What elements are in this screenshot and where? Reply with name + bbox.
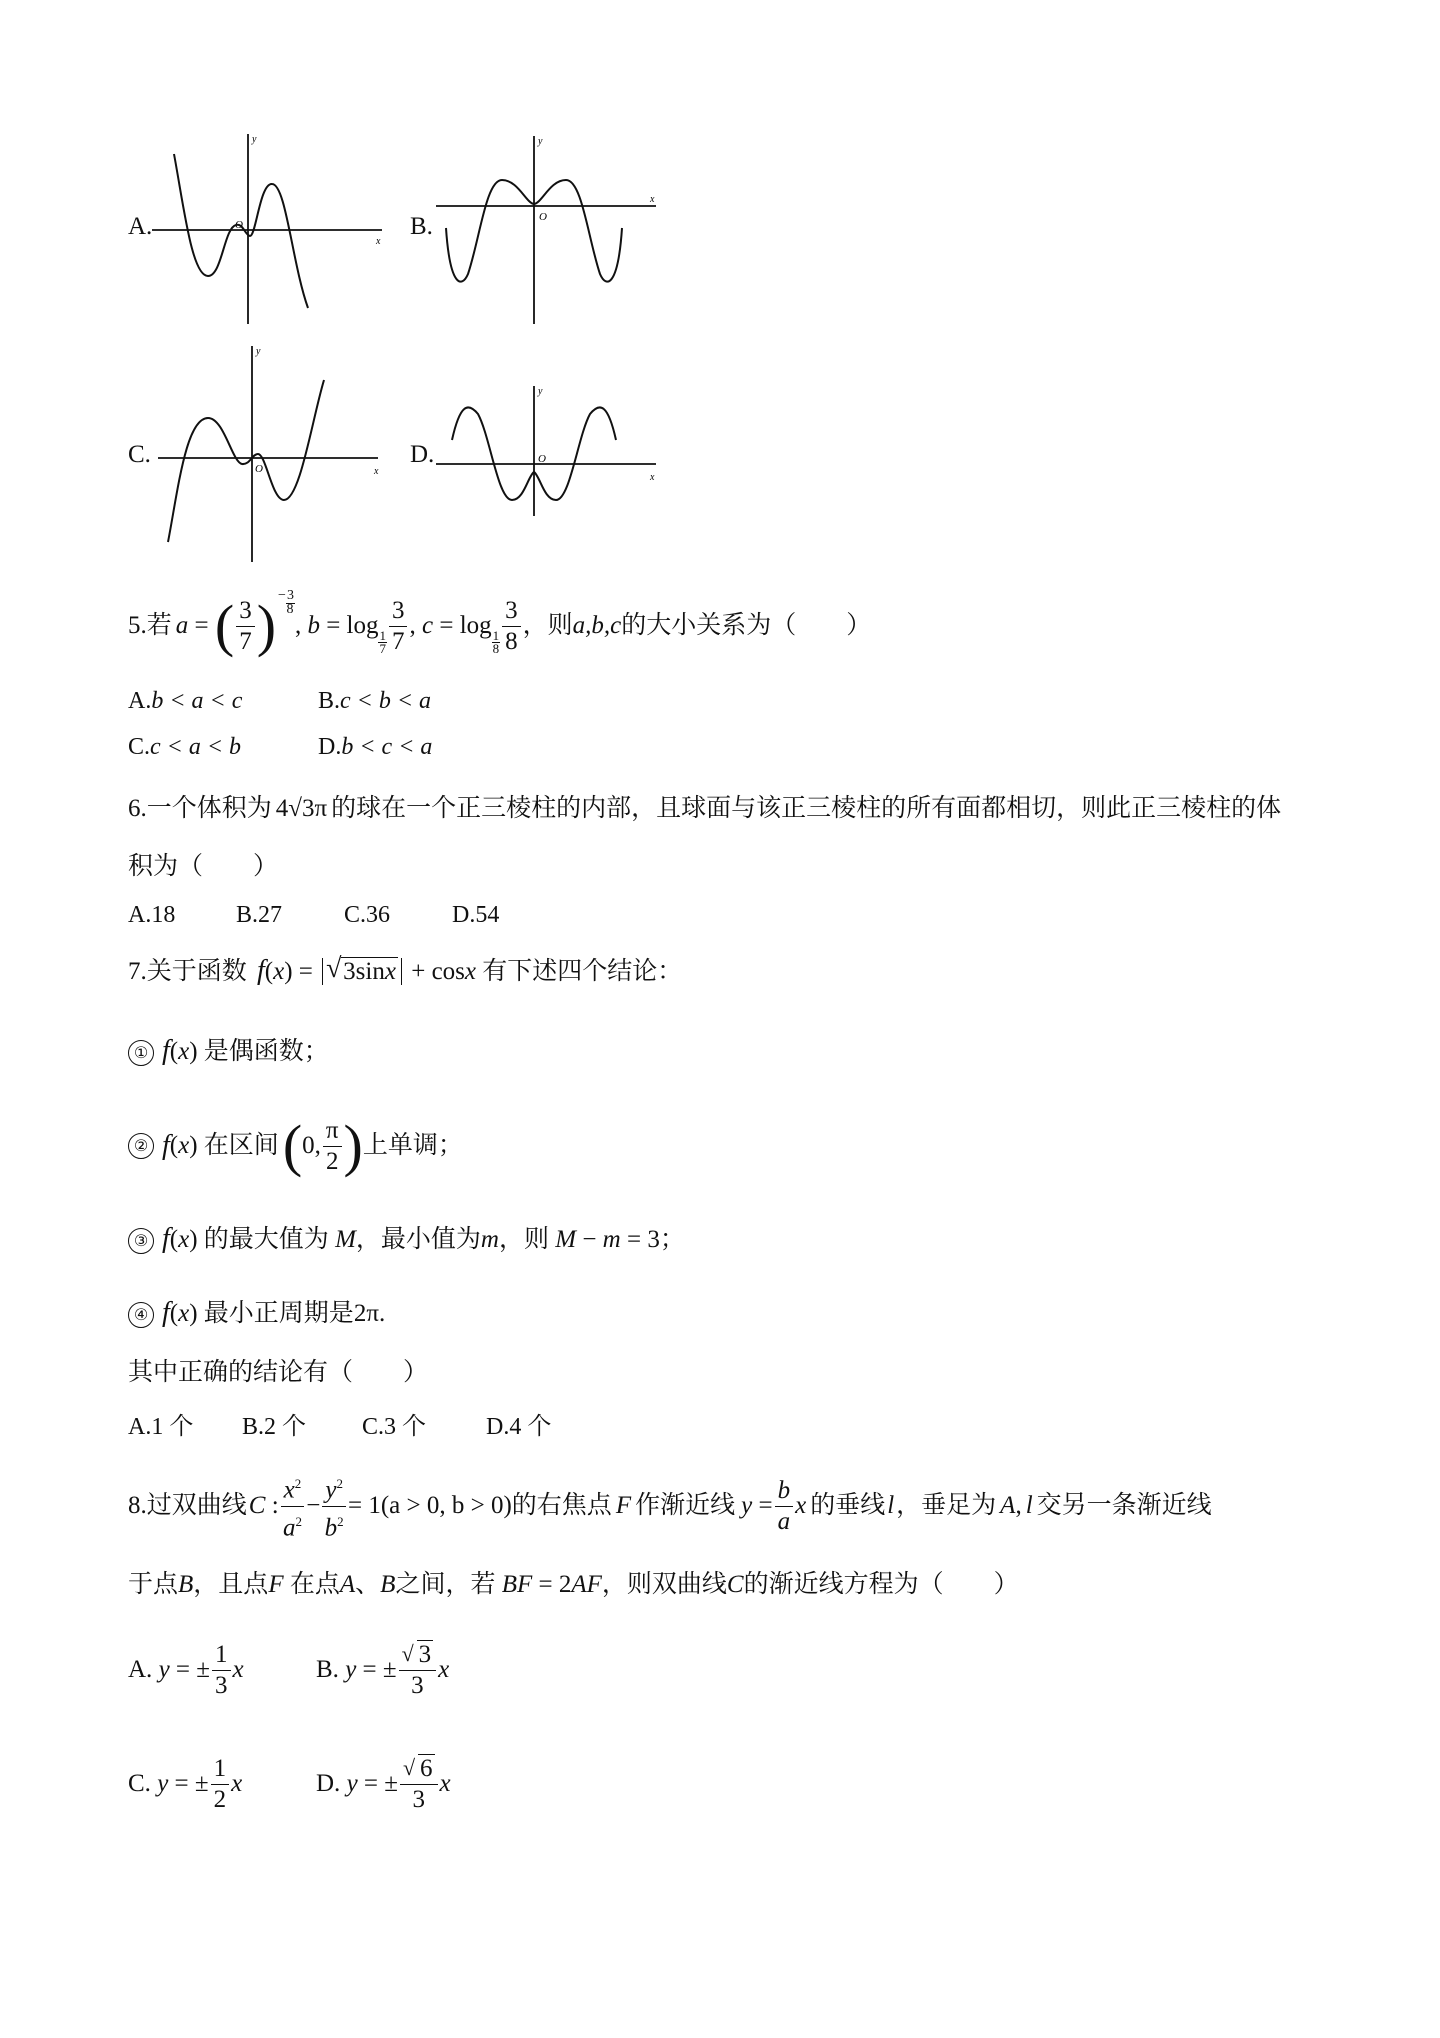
q6-option-a: 18 <box>151 902 176 928</box>
q7-question: 其中正确的结论有（ ） <box>128 1359 429 1386</box>
q8-option-a-letter: A. <box>128 1656 153 1683</box>
q8-line-2-c: 在点 <box>289 1571 340 1598</box>
q7-item-4-num: ④ <box>128 1302 154 1328</box>
q8-line-2-b: ，且点 <box>193 1571 269 1598</box>
q6-prefix: 6.一个体积为 <box>128 795 272 822</box>
graph-b-plot <box>434 128 674 328</box>
q6-option-b-letter: B. <box>236 902 259 928</box>
svg-text:x: x <box>650 472 655 483</box>
q5-option-d: b < c < a <box>341 734 433 760</box>
q6-option-d: 54 <box>475 902 500 928</box>
q6-volume: 4√3π <box>275 795 328 822</box>
graph-a-plot <box>152 128 402 328</box>
q7-item-2-num: ② <box>128 1133 154 1159</box>
q7-item-1-num: ① <box>128 1040 154 1066</box>
svg-text:y: y <box>538 386 543 397</box>
q8-line-2-d: 之间，若 <box>395 1571 496 1598</box>
q7-item-2: ② f ( x ) 在区间 ( 0, $\frac{\pi}{2}$ ) 上单调； <box>128 1104 463 1188</box>
q7-item-3-text-d: ； <box>659 1226 685 1253</box>
q7-option-b-letter: B. <box>242 1414 265 1440</box>
svg-text:O: O <box>235 219 243 231</box>
q8-prefix: 8.过双曲线 <box>128 1492 247 1519</box>
q5-suffix: ，则 <box>522 612 573 639</box>
q7-item-3: ③ f(x) 的最大值为 M，最小值为m，则 M − m = 3； <box>128 1224 685 1255</box>
graph-d-label: D. <box>410 441 435 468</box>
q7-item-2-text-a: 在区间 <box>203 1132 279 1159</box>
svg-text:x: x <box>374 466 379 477</box>
q8-text-1: 的右焦点 <box>511 1492 612 1519</box>
q6-option-a-letter: A. <box>128 902 152 928</box>
q5-option-a: b < a < c <box>151 688 243 714</box>
q7-option-b: 2 个 <box>264 1414 307 1440</box>
q5-option-b: c < b < a <box>340 688 432 714</box>
question-6-line-1 <box>128 794 1281 824</box>
graph-b-label: B. <box>410 213 433 240</box>
question-5: 5.若 a = ( $\frac{3}{7}$ ) −3 8 , b = log 1 7 $\frac{3}{7}$ , c = log 1 8 $\frac{3}{8}$ ，则 a,b,c 的大小关系为（ ） <box>128 588 872 658</box>
svg-text:O: O <box>538 453 546 465</box>
q7-option-a-letter: A. <box>128 1414 152 1440</box>
q6-option-d-letter: D. <box>452 902 476 928</box>
q7-option-a: 1 个 <box>151 1414 194 1440</box>
q7-item-4-period: 2π <box>353 1300 379 1327</box>
q8-option-b-letter: B. <box>316 1656 339 1683</box>
q5-option-d-letter: D. <box>318 734 342 760</box>
svg-text:O: O <box>255 463 263 475</box>
q7-item-3-text-a: 的最大值为 <box>203 1226 329 1253</box>
q5-options-row-2 <box>128 734 432 761</box>
svg-text:O: O <box>539 211 547 223</box>
q7-options-row <box>128 1406 551 1441</box>
q8-text-2: 作渐近线 <box>635 1492 736 1519</box>
q7-prefix: 7.关于函数 <box>128 958 247 985</box>
q6-options-row <box>128 902 499 929</box>
q6-line-1-rest: 的球在一个正三棱柱的内部，且球面与该正三棱柱的所有面都相切，则此正三棱柱的体 <box>331 795 1282 822</box>
svg-text:x: x <box>650 194 655 205</box>
q7-item-3-num: ③ <box>128 1228 154 1254</box>
q8-options-row-1: A. y = ± $\frac{1}{3}$ x B. y = ± √ 3 3 x <box>128 1640 450 1699</box>
q8-line-2-a: 于点 <box>128 1571 179 1598</box>
q7-item-4: ④ f(x) 最小正周期是2π. <box>128 1298 385 1329</box>
question-8-line-2: 于点B，且点F 在点A、B之间，若 BF = 2AF，则双曲线C的渐近线方程为（ ） <box>128 1571 1019 1598</box>
graph-c-label: C. <box>128 441 151 468</box>
q7-item-3-text-b: ，最小值为 <box>355 1226 481 1253</box>
q8-option-c-letter: C. <box>128 1770 151 1797</box>
q8-text-4: ，垂足为 <box>896 1492 997 1519</box>
q8-cond: (a > 0, b > 0) <box>380 1492 512 1519</box>
q7-item-1-text: 是偶函数； <box>203 1038 329 1065</box>
q7-option-d-letter: D. <box>486 1414 510 1440</box>
q8-line-2-e: ，则双曲线 <box>601 1571 727 1598</box>
q5-options-row-1 <box>128 688 431 715</box>
question-7: 7.关于函数 f(x) = √ 3sinx + cosx 有下述四个结论： <box>128 953 683 986</box>
q8-option-d-letter: D. <box>316 1770 341 1797</box>
q7-item-3-text-c: ，则 <box>498 1226 549 1253</box>
q6-option-c-letter: C. <box>344 902 367 928</box>
graph-a-label: A. <box>128 213 153 240</box>
q7-item-2-text-b: 上单调； <box>362 1132 463 1159</box>
q8-options-row-2: C. y = ± $\frac{1}{2}$ x D. y = ± √ 6 3 x <box>128 1754 451 1813</box>
q7-option-c-letter: C. <box>362 1414 385 1440</box>
q7-item-4-text-a: 最小正周期是 <box>203 1300 354 1327</box>
q8-line-2-f: 的渐近线方程为（ ） <box>743 1571 1019 1598</box>
question-8-line-1: 8.过双曲线 C : $\frac{x^2}{a^2}$ − $\frac{y^2}{b^2}$ = 1 (a > 0, b > 0) 的右焦点 F 作渐近线 y = $\frac{b}{a}$ x 的垂线 l ，垂足为 A , l 交另一条渐近线 <box>128 1464 1212 1548</box>
q6-option-b: 27 <box>258 902 283 928</box>
q7-option-d: 4 个 <box>509 1414 552 1440</box>
q5-option-c: c < a < b <box>150 734 242 760</box>
q7-item-4-text-b: . <box>378 1300 386 1327</box>
q5-option-b-letter: B. <box>318 688 341 714</box>
q7-item-1: ① f(x) 是偶函数； <box>128 1036 329 1067</box>
q5-vars: a,b,c <box>572 612 622 639</box>
q5-option-a-letter: A. <box>128 688 152 714</box>
graph-c-plot <box>152 340 402 565</box>
svg-text:y: y <box>252 134 257 145</box>
q8-text-3: 的垂线 <box>810 1492 886 1519</box>
q6-option-c: 36 <box>366 902 391 928</box>
graph-d-plot <box>434 380 674 520</box>
q7-tail: 有下述四个结论： <box>482 958 683 985</box>
q5-tail: 的大小关系为（ ） <box>621 612 872 639</box>
q7-option-c: 3 个 <box>384 1414 427 1440</box>
q8-text-5: 交另一条渐近线 <box>1036 1492 1212 1519</box>
svg-text:x: x <box>376 236 381 247</box>
q6-line-2: 积为（ ） <box>128 853 279 880</box>
svg-text:y: y <box>538 136 543 147</box>
q5-option-c-letter: C. <box>128 734 151 760</box>
svg-text:y: y <box>256 346 261 357</box>
q5-prefix: 5.若 <box>128 612 172 639</box>
